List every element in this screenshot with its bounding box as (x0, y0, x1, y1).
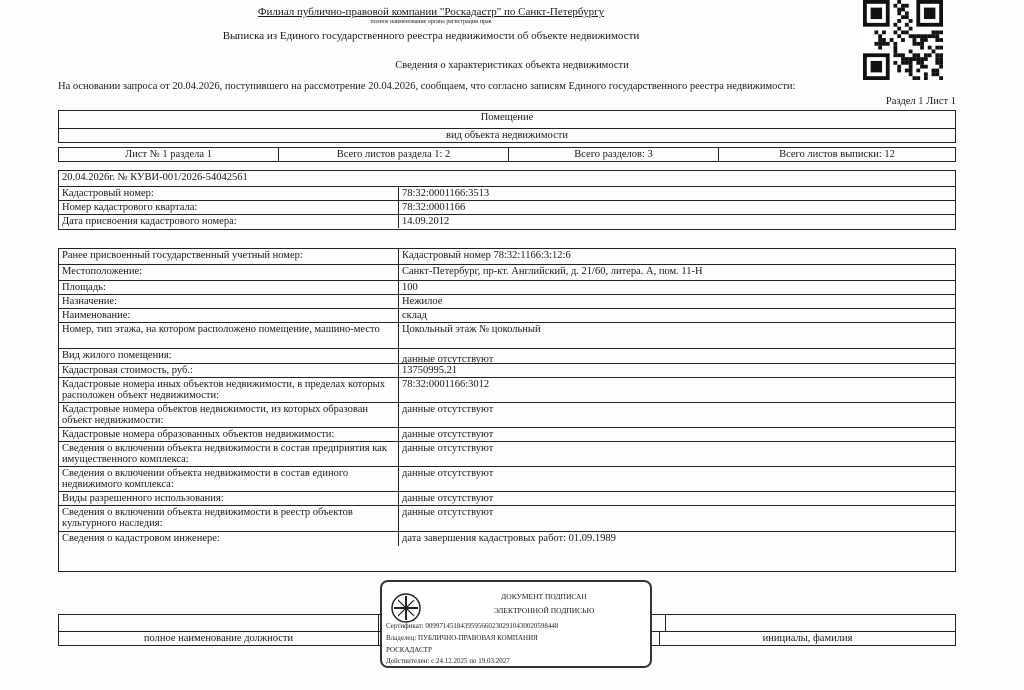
cadastral-number: 78:32:0001166:3513 (402, 188, 490, 199)
document-subtitle: Сведения о характеристиках объекта недвижимости (395, 60, 629, 71)
sheet-info-table (58, 147, 956, 162)
stamp-validity: Действителен: с 24.12.2025 по 19.03.2027 (386, 657, 510, 665)
detail-value: склад (402, 310, 428, 321)
detail-value: данные отсутствуют (402, 468, 494, 479)
object-type-caption: вид объекта недвижимости (446, 130, 568, 141)
detail-label: Номер, тип этажа, на котором расположено помещение, машино-место (59, 323, 399, 348)
detail-value: 13750995.21 (402, 365, 458, 376)
object-type-table (58, 110, 956, 143)
detail-value: Кадастровый номер 78:32:1166:3:12:6 (402, 250, 571, 261)
detail-label: Кадастровая стоимость, руб.: (59, 364, 399, 377)
detail-label: Сведения о включении объекта недвижимости в состав единого недвижимого комплекса: (59, 467, 399, 491)
stamp-owner: Владелец: ПУБЛИЧНО-ПРАВОВАЯ КОМПАНИЯ (386, 634, 538, 642)
cadastral-quarter: 78:32:0001166 (402, 202, 466, 213)
detail-label: Вид жилого помещения: (59, 349, 399, 363)
detail-label: Местоположение: (59, 265, 399, 280)
detail-label: Площадь: (59, 281, 399, 294)
sections-total: Всего разделов: 3 (509, 148, 719, 161)
row-label: Дата присвоения кадастрового номера: (59, 215, 399, 228)
stamp-line1: ДОКУМЕНТ ПОДПИСАН (501, 592, 587, 601)
detail-label: Наименование: (59, 309, 399, 322)
detail-label: Ранее присвоенный государственный учетный номер: (59, 249, 399, 264)
detail-value: Нежилое (402, 296, 443, 307)
detail-label: Сведения о включении объекта недвижимости в состав предприятия как имущественного комплекса: (59, 442, 399, 466)
detail-value: дата завершения кадастровых работ: 01.09.1989 (402, 533, 616, 544)
detail-value: Цокольный этаж № цокольный (402, 324, 541, 335)
qr-code (862, 0, 944, 80)
assignment-date: 14.09.2012 (402, 216, 450, 227)
extract-number: 20.04.2026г. № КУВИ-001/2026-54042561 (62, 172, 248, 183)
name-caption: инициалы, фамилия (659, 632, 955, 645)
sheets-in-section: Всего листов раздела 1: 2 (279, 148, 509, 161)
detail-value: 100 (402, 282, 418, 293)
sheets-total: Всего листов выписки: 12 (779, 149, 895, 160)
row-label: Номер кадастрового квартала: (59, 201, 399, 214)
identification-table (58, 170, 956, 230)
detail-value: данные отсутствуют (402, 507, 494, 518)
electronic-signature-stamp (380, 580, 652, 668)
detail-label: Кадастровые номера объектов недвижимости, из которых образован объект недвижимости: (59, 403, 399, 427)
sheet-number: Лист № 1 раздела 1 (59, 148, 279, 161)
detail-value: данные отсутствуют (402, 493, 494, 504)
detail-value: данные отсутствуют (402, 404, 494, 415)
detail-value: Санкт-Петербург, пр-кт. Английский, д. 21/60, литера. А, пом. 11-Н (402, 266, 703, 277)
document-title: Выписка из Единого государственного реестра недвижимости об объекте недвижимости (222, 30, 640, 42)
detail-label: Сведения о кадастровом инженере: (59, 532, 399, 546)
object-type: Помещение (480, 112, 534, 123)
detail-value: данные отсутствуют (402, 354, 494, 363)
request-basis: На основании запроса от 20.04.2026, поступившего на рассмотрение 20.04.2026, сообщаем, что согласно записям Единого государственного реестра недвижимости: (58, 81, 796, 92)
detail-label: Кадастровые номера образованных объектов недвижимости: (59, 428, 399, 441)
detail-label: Кадастровые номера иных объектов недвижимости, в пределах которых расположен объект недвижимости: (59, 378, 399, 402)
row-label: Кадастровый номер: (59, 187, 399, 200)
details-table (58, 248, 956, 572)
stamp-owner-name: РОСКАДАСТР (386, 646, 432, 654)
detail-label: Сведения о включении объекта недвижимости в реестр объектов культурного наследия: (59, 506, 399, 531)
detail-value: 78:32:0001166:3012 (402, 379, 490, 390)
stamp-line2: ЭЛЕКТРОННОЙ ПОДПИСЬЮ (493, 606, 595, 615)
branch-name: Филиал публично-правовой компании "Роскадастр" по Санкт-Петербургу (257, 6, 605, 18)
detail-value: данные отсутствуют (402, 443, 494, 454)
section-sheet: Раздел 1 Лист 1 (885, 96, 956, 107)
stamp-certificate: Сертификат: 00997145184395956602302910430020598448 (386, 622, 559, 630)
detail-value: данные отсутствуют (402, 429, 494, 440)
detail-label: Виды разрешенного использования: (59, 492, 399, 505)
branch-caption: полное наименование органа регистрации прав (370, 19, 492, 25)
rosreestr-logo-icon (390, 592, 422, 624)
detail-label: Назначение: (59, 295, 399, 308)
position-caption: полное наименование должности (59, 632, 379, 645)
